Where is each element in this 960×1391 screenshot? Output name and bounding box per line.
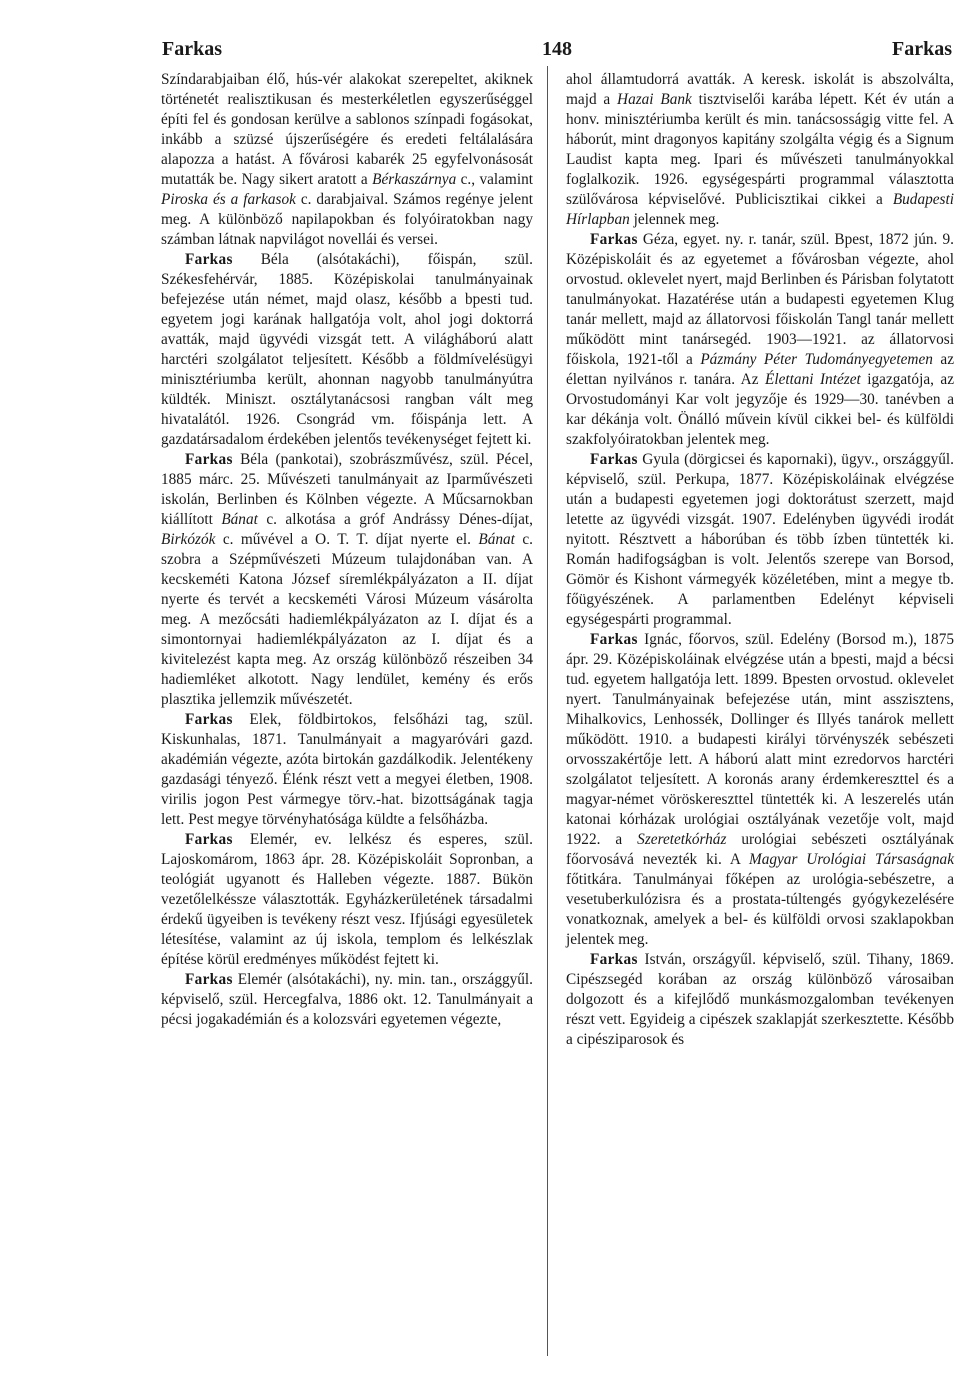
biography-entry (161, 970, 533, 1030)
entry-text: Gyula (dörgicsei és kapornaki), ügyv., országgyűl. képviselő, szül. Perkupa, 1877. Középiskoláinak elvégzése után a budapesti egyetemen jogi doktorátust szerzett, majd letette az ügyvédi vizsgát. 1907. Edelényben ügyvédi irodát nyitott. Résztvett a háborúban és több ízben tüntették ki. Román hadifogságban is volt. Jelentős szerepe van Borsod, Gömör és Kishont vármegyék közéletében, mint a megye tb. főügyészének. A parlamentben Edelényt képviseli egységespárti programmal. (566, 451, 954, 628)
italic-title: Bérkaszárnya (372, 171, 457, 188)
entry-headword: Farkas (185, 971, 233, 988)
entry-headword: Farkas (590, 451, 638, 468)
entry-text: Elemér, ev. lelkész és esperes, szül. Lajoskomárom, 1863 ápr. 28. Középiskoláit Sopronban, a teológiát ugyanott és Halleben végezte. 1887. Bükön vezetőlelkéssze választották. Egyházkerületének társadalmi érdekű ügyeiben is tevékeny részt vesz. Ifjúsági egyesületek létesítése, valamint az új iskola, templom és lelkészlak építése körül eredményes működést fejtett ki. (161, 831, 533, 968)
header-left-headword: Farkas (162, 38, 222, 60)
entry-text: igazgatója, az Orvostudományi Kar volt jegyzője és 1929—30. tanévben a kar dékánja volt. Önálló művein kívül cikkei bel- és külföldi szakfolyóiratokban jelentek meg. (566, 371, 955, 448)
entry-headword: Farkas (185, 711, 233, 728)
running-header (162, 38, 952, 64)
entry-text: ahol államtudorrá avatták. A keresk. iskolát is abszolválta, majd a (566, 71, 954, 108)
entry-text: Béla (alsótakáchi), főispán, szül. Székesfehérvár, 1885. Középiskolai tanulmányainak befejezése után német, majd olasz, később a bpesti tud. egyetem jogi karának hallgatója volt, ahol jogi doktorrá avatták, majd ügyvédi vizsgát tett. A világháború alatt harctéri szolgálatot teljesített. Később a földmívelésügyi minisztériumba került, ahonnan nagyobb tanulmányútra küldték. Miniszt. osztálytanácsosi rangban vált meg hivatalától. 1926. Csongrád vm. főispánja lett. A gazdatársadalom érdekében jelentős tevékenységet fejtett ki. (161, 251, 533, 448)
italic-title: Birkózók (161, 531, 216, 548)
entry-headword: Farkas (590, 231, 638, 248)
italic-title: Magyar Urológiai Társaságnak (748, 851, 954, 868)
entry-continuation (161, 70, 533, 250)
entry-text: urológiai sebészeti osztályának főorvosává nevezték ki. A (566, 831, 954, 868)
header-right-headword: Farkas (892, 38, 952, 60)
entry-headword: Farkas (590, 951, 638, 968)
italic-title: Piroska és a farkasok (161, 191, 296, 208)
entry-text: jelennek meg. (629, 211, 720, 228)
biography-entry (566, 630, 954, 950)
entry-text: c. művével a O. T. T. díjat nyerte el. (215, 531, 479, 548)
biography-entry (566, 230, 954, 450)
entry-text: főtitkára. Tanulmányai főképen az urológia-sebészetre, a vesetuberkulózisra és a prostata-túltengés gyógykezelésére vonatkoznak, amelyek a bel- és külföldi orvosi szaklapokban jelentek meg. (566, 871, 954, 948)
italic-title: Bánat (478, 531, 515, 548)
entry-continuation (566, 70, 954, 230)
entry-text: Elek, földbirtokos, felsőházi tag, szül. Kiskunhalas, 1871. Tanulmányait a magyaróvári gazd. akadémián végezte, azóta birtokán gazdálkodik. Jelentékeny gazdasági tényező. Élénk részt vett a megyei életben, 1908. virilis jogon Pest vármegye törv.-hat. bizottságának tagja lett. Pest megye törvényhatósága küldte a felsőházba. (161, 711, 533, 828)
entry-text: c. darabjaival. Számos regénye jelent meg. A különböző napilapokban és folyóiratokban nagy számban látnak napvilágot novellái és versei. (161, 191, 533, 248)
entry-text: c. szobra a Szépművészeti Múzeum tulajdonában van. A kecskeméti Katona József síremlékpályázaton a II. díjat nyerte és tervét a kecskeméti Városi Múzeum vásárolta meg. A mezőcsáti hadiemlékpályázaton az I. díjat és a simontornyai hadiemlékpályázaton az I. díjat és a kivitelezést kapta meg. Az ország különböző részeiben 34 hadiemléket alkotott. Nagy lendület, kemény és erős plasztika jellemzik művészetét. (161, 531, 533, 708)
entry-text: István, országyűl. képviselő, szül. Tihany, 1869. Cipészsegéd korában az ország különböző városaiban dolgozott és a kifejlődő munkásmozgalomban tevékenyen részt vett. Egyideig a cipészek szaklapját szerkesztette. Később a cipésziparosok és (566, 951, 954, 1048)
italic-title: Hazai Bank (617, 91, 692, 108)
biography-entry (161, 710, 533, 830)
entry-text: c. alkotása a gróf Andrássy Dénes-díjat, (257, 511, 533, 528)
entry-text: Béla (pankotai), szobrászművész, szül. Pécel, 1885 márc. 25. Művészeti tanulmányait az Iparművészeti iskolán, Berlinben és Kölnben végezte. A Műcsarnokban kiállított (161, 451, 533, 528)
page-number: 148 (542, 38, 572, 60)
entry-headword: Farkas (185, 831, 233, 848)
entry-text: az élettan nyilvános r. tanára. Az (566, 351, 954, 388)
entry-headword: Farkas (590, 631, 638, 648)
entry-text: Ignác, főorvos, szül. Edelény (Borsod m.), 1875 ápr. 29. Középiskoláinak elvégzése után a bpesti, majd a bécsi tud. egyetem hallgatója lett. 1899. Bpesten orvostud. oklevelet nyert. Tanulmányainak befejezése után, mint asszisztens, Mihalkovics, Lenhossék, Dollinger és Illyés tanárok mellett működött. 1910. a budapesti királyi törvényszék sebészeti orvosszakértője lett. A háború alatt mint ezredorvos harctéri szolgálatot teljesített. A koronás arany érdemkereszttel és a magyar-német vöröskereszttel tüntették ki. A leszerelés után katonai kórházak urológiai osztályának vezetője volt, majd 1922. a (566, 631, 954, 848)
entry-headword: Farkas (185, 251, 233, 268)
italic-title: Élettani Intézet (765, 371, 861, 388)
biography-entry (566, 450, 954, 630)
italic-title: Budapesti Hírlapban (566, 191, 954, 228)
entry-text: c., valamint (456, 171, 533, 188)
italic-title: Bánat (221, 511, 258, 528)
left-column (161, 70, 533, 1030)
entry-headword: Farkas (185, 451, 233, 468)
biography-entry (161, 830, 533, 970)
entry-text: tisztviselői karába lépett. Két év után a honv. minisztériumba került és min. tanácsosságig vitte fel. A háborút, mint dragonyos kapitány szolgálta végig és a Signum Laudist kapta meg. Ipari és művészeti tanulmányokkal foglalkozik. 1926. egységespárti programmal választotta szülővárosa képviselővé. Publicisztikai cikkei a (566, 91, 954, 208)
biography-entry (161, 450, 533, 710)
entry-text: Színdarabjaiban élő, hús-vér alakokat szerepeltet, akiknek történetét realisztikusan és mesterkéletlen egyszerűséggel építi fel és gondosan kerülve a sablonos színpadi fogásokat, inkább a szüzsé újszerűségére és eredeti feltálalására alapozza a hatást. A fővárosi kabarék 25 egyfelvonásosát mutatták be. Nagy sikert aratott a (161, 71, 533, 188)
column-divider (547, 66, 548, 1356)
biography-entry (566, 950, 954, 1050)
entry-text: Elemér (alsótakáchi), ny. min. tan., országgyűl. képviselő, szül. Hercegfalva, 1886 okt. 12. Tanulmányait a pécsi jogakadémián és a kolozsvári egyetemen végezte, (161, 971, 533, 1028)
biography-entry (161, 250, 533, 450)
italic-title: Szeretetkórház (637, 831, 727, 848)
entry-text: Géza, egyet. ny. r. tanár, szül. Bpest, 1872 jún. 9. Középiskoláit és az egyetemet a fővárosban végezte, ahol orvostud. oklevelet nyert, majd Berlinben és Párisban folytatott tanulmányokat. Hazatérése után a budapesti egyetemen Klug tanár mellett, majd az állatorvosi főiskolán Tangl tanár mellett működött mint tanársegéd. 1903—1921. az állatorvosi főiskola, 1921-től a (566, 231, 954, 368)
right-column (566, 70, 954, 1050)
italic-title: Pázmány Péter Tudományegyetemen (700, 351, 933, 368)
